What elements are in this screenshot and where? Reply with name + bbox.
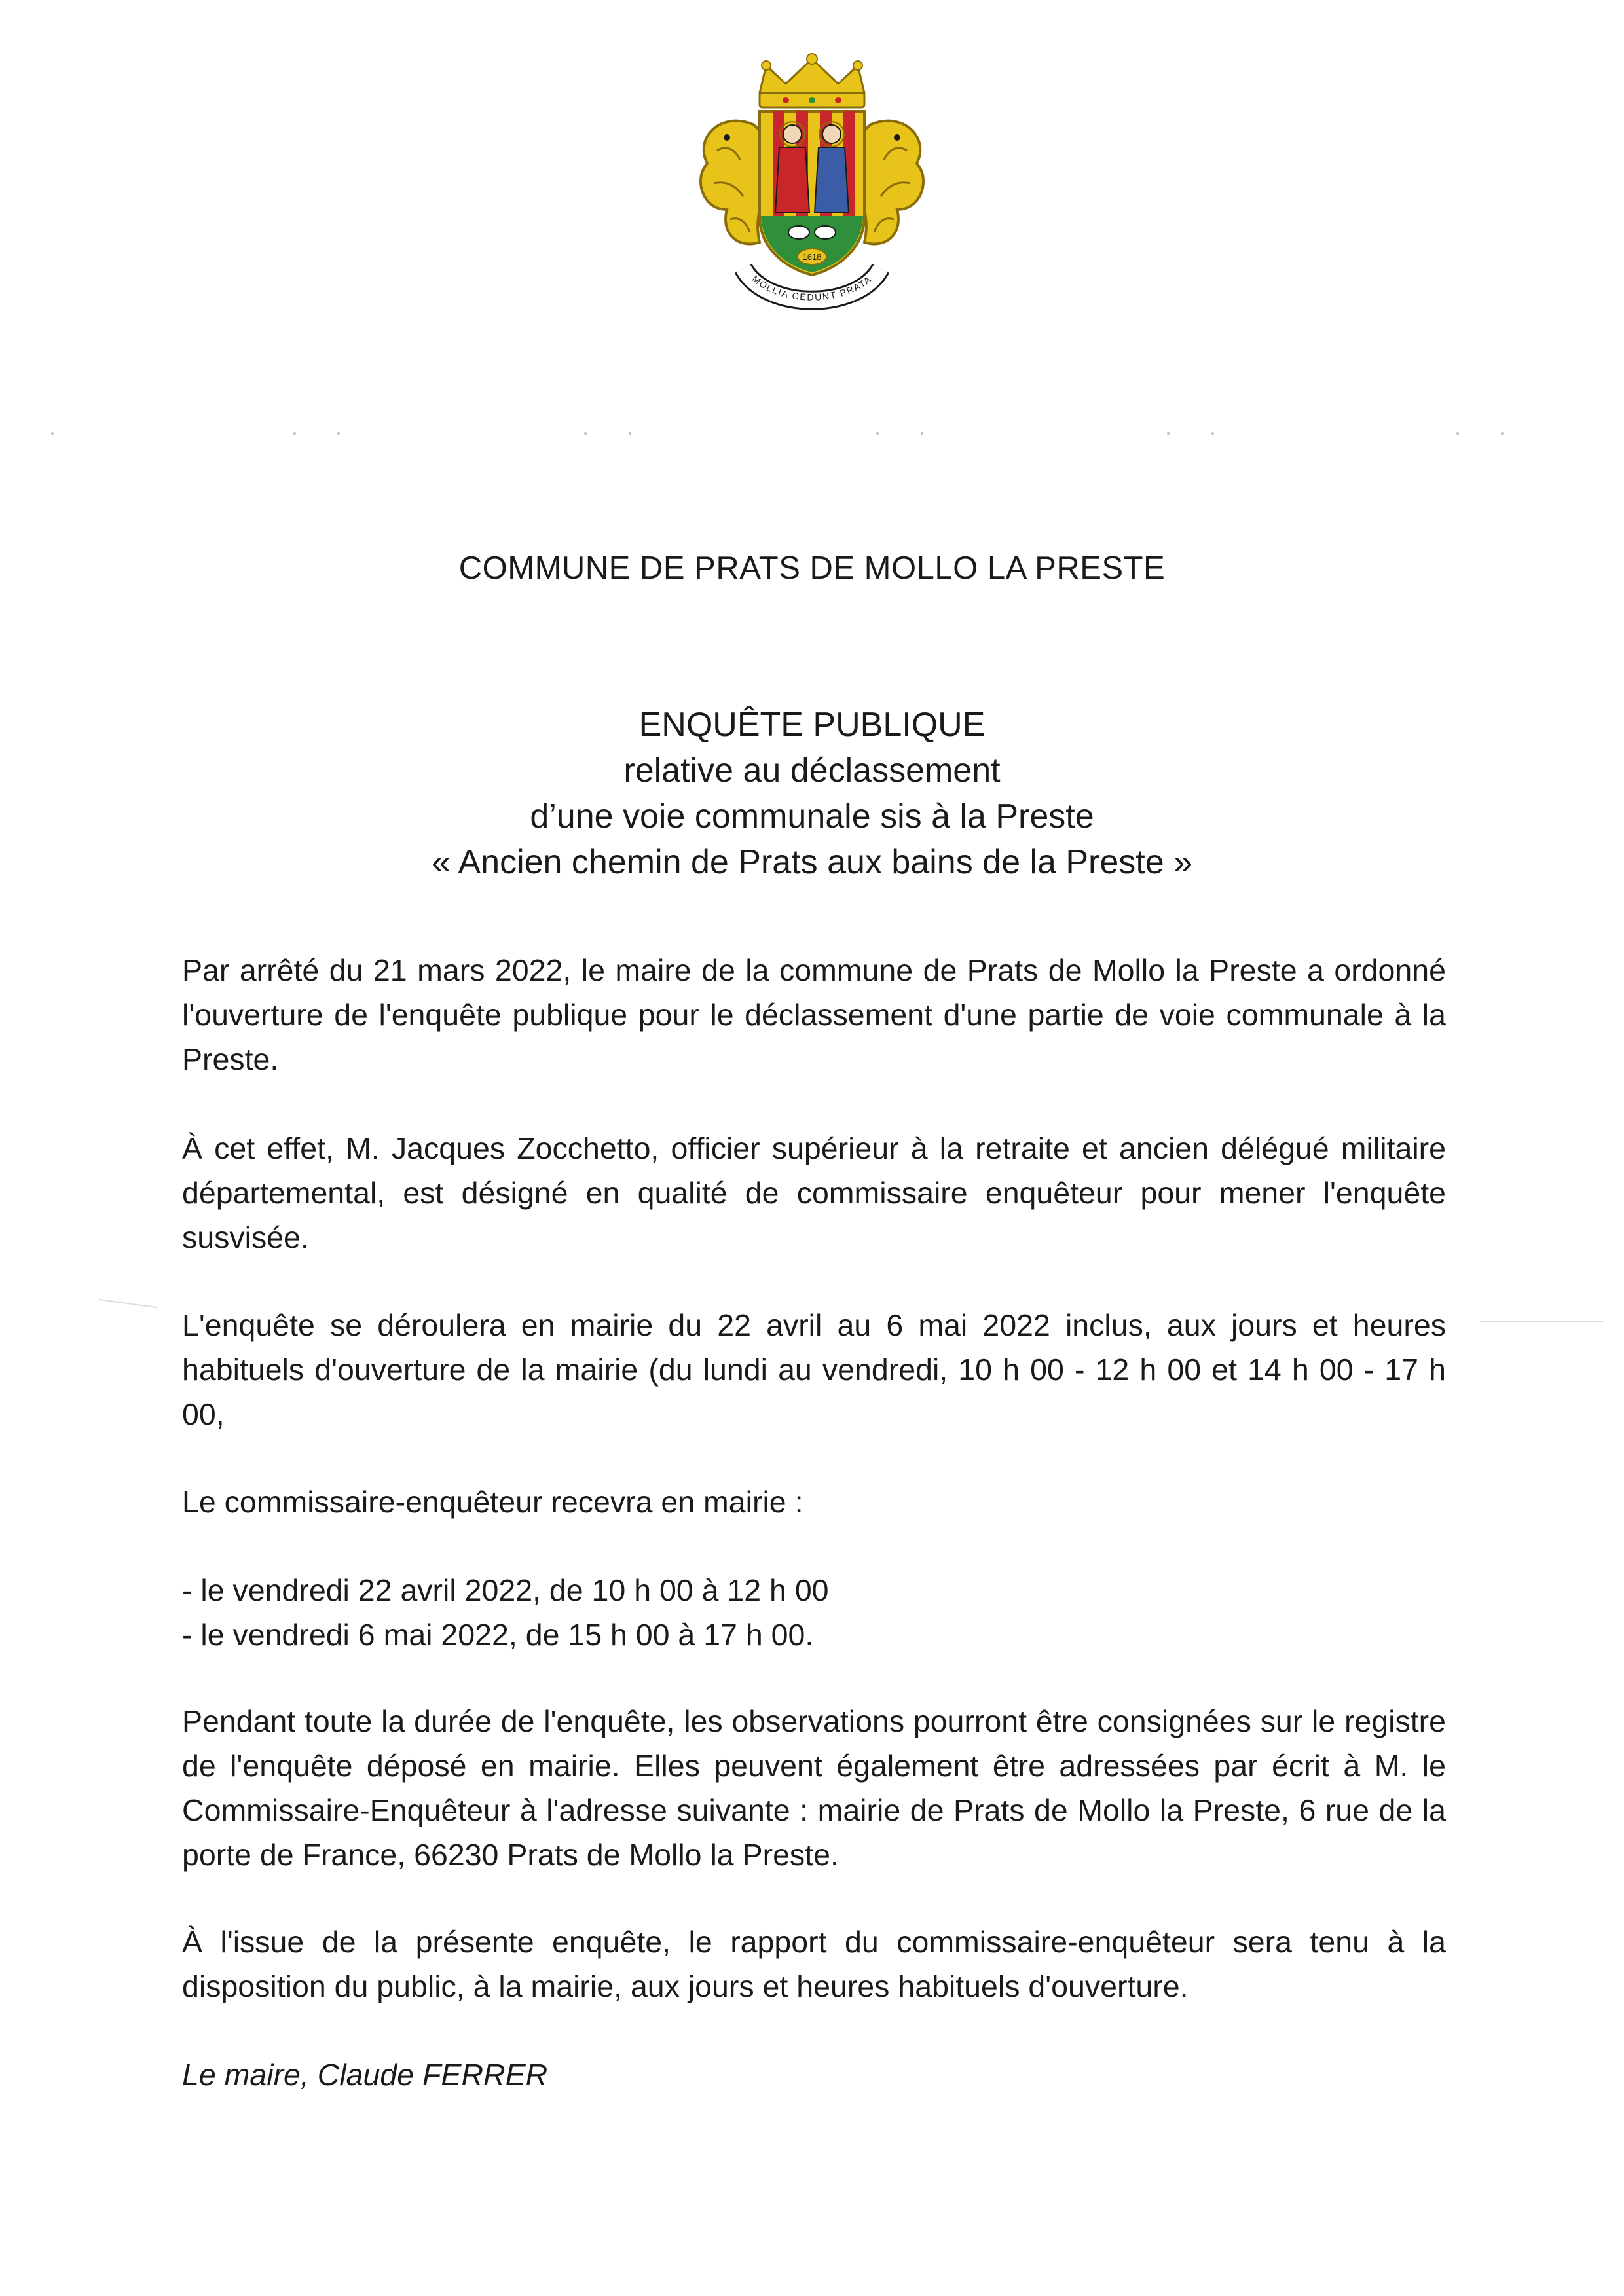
paragraph-report: À l'issue de la présente enquête, le rapport du commissaire-enquêteur sera tenu à la disposition du public, à la mairie, aux jours et heures habituels d'ouverture. [182,1925,1446,2003]
reception-schedule-list [182,1568,1446,1657]
paragraph-observations: Pendant toute la durée de l'enquête, les observations pourront être consignées sur le registre de l'enquête déposé en mairie. Elles peuvent également être adressées par écrit à M. le Commissaire-Enquêteur à l'adresse suivante : mairie de Prats de Mollo la Preste, 6 rue de la porte de France, 66230 Prats de Mollo la Preste. [182,1704,1446,1872]
paragraph-reception: Le commissaire-enquêteur recevra en mairie : [182,1485,803,1519]
commune-heading: COMMUNE DE PRATS DE MOLLO LA PRESTE [458,551,1166,586]
notice-title [0,702,1624,885]
list-item: - le vendredi 6 mai 2022, de 15 h 00 à 17 h 00. [182,1618,814,1652]
scan-artifact-line-left [98,1299,157,1309]
scan-artifact-dots [0,432,1624,439]
paragraph-decree: Par arrêté du 21 mars 2022, le maire de la commune de Prats de Mollo la Preste a ordonné l'ouverture de l'enquête publique pour le déclassement d'une partie de voie communale à la Preste. [182,953,1446,1076]
paragraph-commissioner: À cet effet, M. Jacques Zocchetto, officier supérieur à la retraite et ancien délégué militaire départemental, est désigné en qualité de commissaire enquêteur pour mener l'enquête susvisée. [182,1131,1446,1254]
mayor-signature: Le maire, Claude FERRER [182,2058,548,2092]
scan-artifact-line-right [1480,1321,1604,1322]
crown-icon [760,54,864,107]
right-lion-icon [858,121,923,244]
title-line-4: « Ancien chemin de Prats aux bains de la Preste » [431,843,1193,881]
crest-motto: MOLLIA CEDUNT PRATA [750,273,874,302]
left-lion-icon [701,121,766,244]
title-line-3: d’une voie communale sis à la Preste [530,797,1094,835]
list-item: - le vendredi 22 avril 2022, de 10 h 00 à 12 h 00 [182,1573,829,1607]
title-line-2: relative au déclassement [623,752,1001,790]
crest-year: 1618 [802,252,822,262]
title-line-1: ENQUÊTE PUBLIQUE [638,706,986,744]
paragraph-dates: L'enquête se déroulera en mairie du 22 avril au 6 mai 2022 inclus, aux jours et heures habituels d'ouverture de la mairie (du lundi au vendredi, 10 h 00 - 12 h 00 et 14 h 00 - 17 h 00, [182,1308,1446,1431]
coat-of-arms-logo [681,52,943,327]
